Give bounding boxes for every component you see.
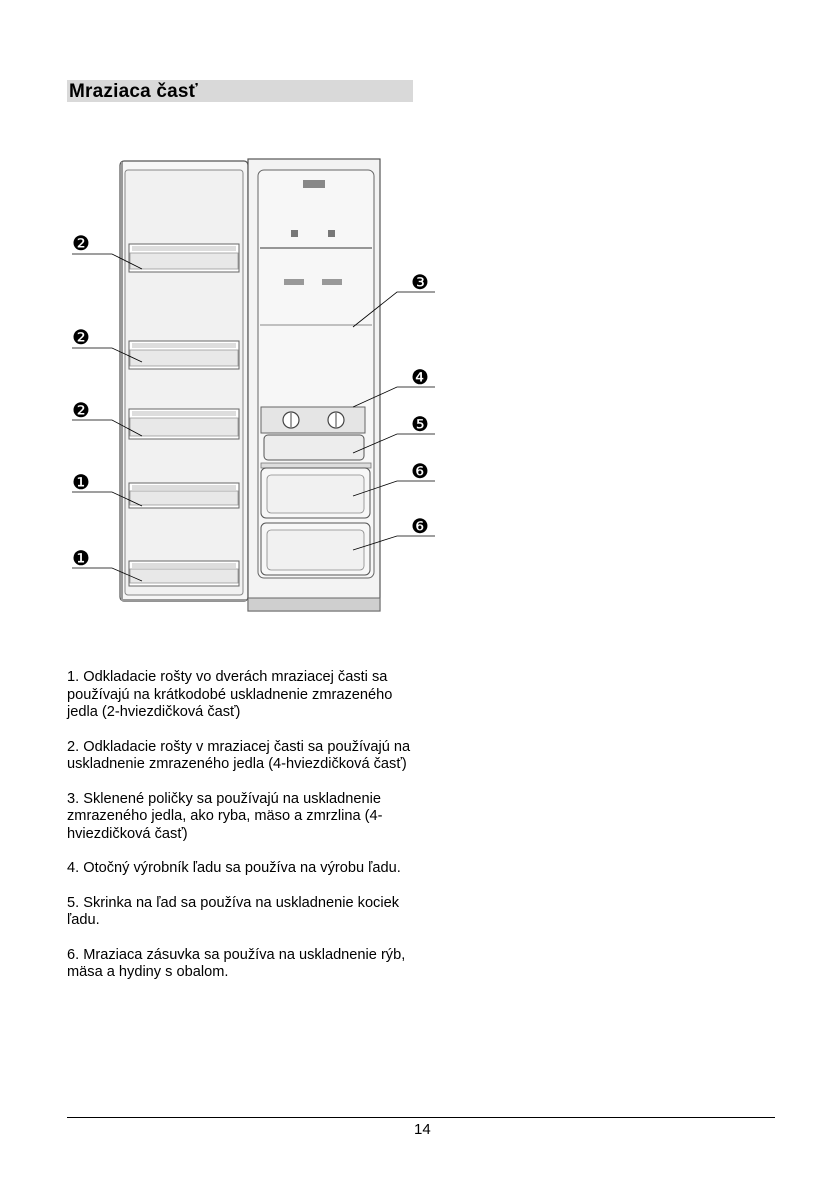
description-list: [67, 669, 412, 999]
callout-ice-maker: ❹: [411, 365, 429, 389]
freezer-cabinet: [248, 159, 380, 611]
callout-door-shelf-1b: ❶: [72, 546, 90, 570]
callout-door-shelf-2c: ❷: [72, 398, 90, 422]
callout-ice-box: ❺: [411, 412, 429, 436]
callout-door-shelf-2b: ❷: [72, 325, 90, 349]
description-item: 5. Skrinka na ľad sa používa na uskladnenie kociek ľadu.: [67, 894, 400, 928]
door-shelf: [129, 483, 239, 508]
section-title: Mraziaca časť: [69, 81, 198, 102]
callout-drawer-upper: ❻: [411, 459, 429, 483]
description-item: 4. Otočný výrobník ľadu sa používa na výrobu ľadu.: [67, 860, 401, 876]
section-heading: [67, 80, 413, 102]
freezer-door: [120, 161, 248, 601]
page-number: 14: [414, 1121, 431, 1138]
door-shelf: [129, 244, 239, 272]
callout-door-shelf-1a: ❶: [72, 470, 90, 494]
freezer-diagram: [60, 150, 440, 615]
description-item: 3. Sklenené poličky sa používajú na uskladnenie zmrazeného jedla, ako ryba, mäso a zmrzlina (4-hviezdičková časť): [67, 790, 383, 842]
description-item: 6. Mraziaca zásuvka sa používa na uskladnenie rýb, mäsa a hydiny s obalom.: [67, 946, 406, 980]
door-shelf: [129, 561, 239, 586]
description-item: 2. Odkladacie rošty v mraziacej časti sa používajú na uskladnenie zmrazeného jedla (4-hviezdičková časť): [67, 738, 411, 772]
door-shelf: [129, 341, 239, 369]
door-shelf: [129, 409, 239, 439]
description-item: 1. Odkladacie rošty vo dverách mraziacej časti sa používajú na krátkodobé uskladnenie zmrazeného jedla (2-hviezdičková časť): [67, 669, 393, 720]
callout-drawer-lower: ❻: [411, 514, 429, 538]
callout-door-shelf-2a: ❷: [72, 231, 90, 255]
callout-glass-shelf: ❸: [411, 270, 429, 294]
footer-divider: [67, 1117, 775, 1118]
